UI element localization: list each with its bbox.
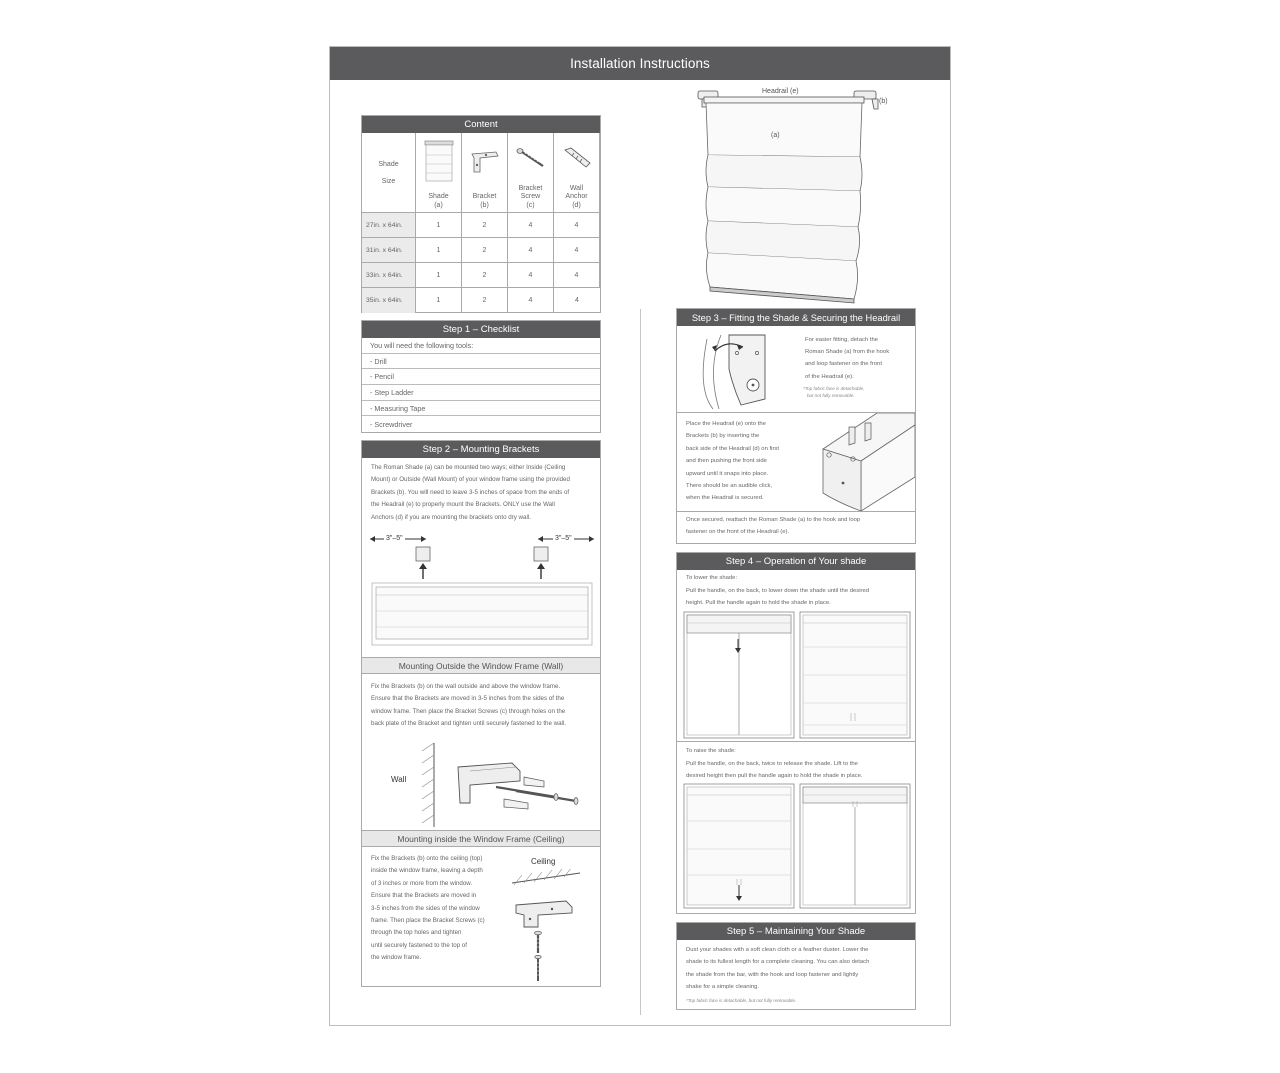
checklist-item: - Pencil <box>362 369 600 385</box>
step5-line: Dust your shades with a soft clean cloth or a feather duster. Lower the <box>686 947 869 953</box>
step2-line: Mount) or Outside (Wall Mount) of your window frame using the provided <box>371 476 570 484</box>
row-1-size: 27in. x 64in. <box>362 213 416 238</box>
step5-line: shade to its fullest length for a complete cleaning. You can also detach <box>686 959 870 966</box>
inside-line: frame. Then place the Bracket Screws (c) <box>371 917 485 925</box>
step5-line: shake for a simple cleaning. <box>686 984 760 991</box>
inside-line: through the top holes and tighten <box>371 929 462 937</box>
step3-p1-line: For easier fitting, detach the <box>805 337 879 343</box>
lower-shade-diagram <box>683 611 911 741</box>
size-header-cell <box>362 133 416 213</box>
lower-line: height. Pull the handle again to hold the shade in place. <box>686 600 831 607</box>
step2-line: the Headrail (e) to properly mount the Brackets. ONLY use the Wall <box>371 501 555 509</box>
col-shade-line-2: (a) <box>434 201 443 209</box>
inside-line: 3-5 inches from the sides of the window <box>371 904 480 912</box>
step4-header: Step 4 – Operation of Your shade <box>677 553 915 570</box>
hero-bracket-label: (b) <box>879 98 888 105</box>
step4-operation <box>676 552 916 914</box>
step5-line: the shade from the bar, with the hook and loop fastener and lightly <box>686 971 859 978</box>
row-4-screw: 4 <box>508 288 554 313</box>
step3-p2-line: Place the Headrail (e) onto the <box>686 421 766 427</box>
row-3-screw: 4 <box>508 263 554 288</box>
row-2-shade: 1 <box>416 238 462 263</box>
row-4-shade: 1 <box>416 288 462 313</box>
step3-p2-line: when the Headrail is secured. <box>686 495 764 502</box>
size-header-line-1: Shade <box>378 161 399 168</box>
outside-mount-text <box>371 681 597 731</box>
row-2-anchor: 4 <box>554 238 600 263</box>
step3-p2-line: and then pushing the front side <box>686 458 767 465</box>
row-4-bracket: 2 <box>462 288 508 313</box>
col-anchor-line-2: Anchor <box>565 193 588 201</box>
lower-text <box>686 572 912 610</box>
step3-p3-line: Once secured, reattach the Roman Shade (a) to the hook and loop <box>686 517 861 523</box>
raise-line: Pull the handle, on the back, twice to release the shade. Lift to the <box>686 760 858 767</box>
content-header: Content <box>362 116 600 133</box>
step5-note: *Top fabric face is detachable, but not fully removable. <box>686 998 797 1003</box>
raise-text <box>686 745 912 783</box>
content-table <box>361 115 601 313</box>
step4-separator <box>677 741 915 742</box>
inside-mount-header: Mounting inside the Window Frame (Ceiling) <box>362 830 600 847</box>
step5-maintaining <box>676 922 916 1010</box>
row-3-size: 33in. x 64in. <box>362 263 416 288</box>
raise-line: To raise the shade: <box>686 748 736 754</box>
col-bracket-line-1: Bracket <box>472 193 497 201</box>
col-anchor <box>554 133 600 213</box>
step3-p2-line: back side of the Headrail (d) on first <box>686 445 779 452</box>
step5-header: Step 5 – Maintaining Your Shade <box>677 923 915 940</box>
step2-line: Anchors (d) if you are mounting the brackets onto dry wall. <box>371 513 531 521</box>
row-2-bracket: 2 <box>462 238 508 263</box>
step3-p2-line: Brackets (b) by inserting the <box>686 433 760 440</box>
col-screw-line-1: Bracket <box>518 184 543 192</box>
lower-line: Pull the handle, on the back, to lower down the shade until the desired <box>686 587 870 594</box>
col-bracket <box>462 133 508 213</box>
col-screw-line-2: Screw <box>520 193 541 201</box>
inside-line: of 3 inches or more from the window. <box>371 879 473 887</box>
step1-header: Step 1 – Checklist <box>362 321 600 338</box>
step3-p1-line: Roman Shade (a) from the hook <box>805 349 890 356</box>
checklist-item: - Drill <box>362 354 600 370</box>
row-1-shade: 1 <box>416 213 462 238</box>
step5-text <box>686 944 912 994</box>
lower-line: To lower the shade: <box>686 575 738 581</box>
hero-shade-label: (a) <box>771 132 780 139</box>
wall-label: Wall <box>391 775 407 784</box>
row-1-screw: 4 <box>508 213 554 238</box>
step2-text <box>371 462 596 524</box>
instruction-sheet <box>329 46 951 1026</box>
row-4-anchor: 4 <box>575 297 579 304</box>
step1-checklist <box>361 320 601 433</box>
step2-line: Brackets (b). You will need to leave 3-5 inches of space from the ends of <box>371 488 570 496</box>
checklist-intro: You will need the following tools: <box>362 338 600 354</box>
checklist-item: - Screwdriver <box>370 419 413 429</box>
step3-p3 <box>686 514 912 539</box>
bracket-icon <box>470 150 500 174</box>
outside-line: back plate of the Bracket and tighten until securely fastened to the wall. <box>371 720 567 728</box>
step3-note-line: *Top fabric face is detachable, <box>803 386 865 391</box>
detach-shade-diagram <box>701 329 791 409</box>
dim-left-label: 3"–5" <box>386 535 403 542</box>
raise-shade-diagram <box>683 783 911 911</box>
screw-icon <box>516 147 546 169</box>
checklist-item: - Step Ladder <box>362 385 600 401</box>
step3-note <box>803 385 913 399</box>
step3-p1 <box>805 334 913 383</box>
col-anchor-line-1: Wall <box>569 184 584 192</box>
content-grid <box>362 133 600 313</box>
wall-mount-diagram <box>420 741 592 831</box>
checklist-item: - Measuring Tape <box>362 401 600 417</box>
outside-line: Fix the Brackets (b) on the wall outside and above the window frame. <box>371 683 561 690</box>
row-2-screw: 4 <box>508 238 554 263</box>
col-shade <box>416 133 462 213</box>
step3-p3-line: fastener on the front of the Headrail (e). <box>686 529 790 536</box>
col-screw-line-3: (c) <box>526 201 535 209</box>
roman-shade-illustration <box>692 87 902 305</box>
step3-separator-2 <box>677 511 915 512</box>
inside-mount-text <box>371 853 511 965</box>
row-4-size: 35in. x 64in. <box>362 288 416 313</box>
inside-line: until securely fastened to the top of <box>371 941 467 949</box>
inside-line: Ensure that the Brackets are moved in <box>371 892 477 900</box>
col-screw <box>508 133 554 213</box>
step3-p2-line: There should be an audible click, <box>686 483 773 490</box>
bracket-spacing-diagram <box>368 531 596 651</box>
outside-mount-header: Mounting Outside the Window Frame (Wall) <box>362 657 600 674</box>
row-3-shade: 1 <box>416 263 462 288</box>
step3-p1-line: of the Headrail (e). <box>805 373 854 380</box>
row-3-bracket: 2 <box>462 263 508 288</box>
step2-line: The Roman Shade (a) can be mounted two ways; either Inside (Ceiling <box>371 464 566 471</box>
inside-line: the window frame. <box>371 954 422 962</box>
headrail-label: Headrail (e) <box>762 88 799 95</box>
row-3-anchor: 4 <box>554 263 600 288</box>
step3-fitting <box>676 308 916 544</box>
inside-line: inside the window frame, leaving a depth <box>371 867 483 875</box>
col-anchor-line-3: (d) <box>572 201 581 209</box>
page-title: Installation Instructions <box>330 47 950 80</box>
row-1-anchor: 4 <box>554 213 600 238</box>
size-header-line-2: Size <box>381 178 396 185</box>
ceiling-mount-diagram <box>508 869 584 985</box>
step3-p2-line: upward until it snaps into place. <box>686 470 769 477</box>
row-2-size: 31in. x 64in. <box>362 238 416 263</box>
headrail-snap-diagram <box>819 413 915 511</box>
outside-line: window frame. Then place the Bracket Screws (c) through holes on the <box>371 707 566 715</box>
dim-right-label: 3"–5" <box>555 535 572 542</box>
shade-icon <box>424 140 454 184</box>
column-divider <box>640 309 641 1015</box>
ceiling-label: Ceiling <box>531 857 556 866</box>
outside-line: Ensure that the Brackets are moved in 3-5 inches from the sides of the <box>371 695 565 703</box>
step3-header: Step 3 – Fitting the Shade & Securing the Headrail <box>677 309 915 326</box>
raise-line: desired height then pull the handle again to hold the shade in place. <box>686 773 863 780</box>
col-shade-line-1: Shade <box>428 193 449 201</box>
step3-p2 <box>686 418 816 505</box>
col-bracket-line-2: (b) <box>480 201 489 209</box>
step2-mounting <box>361 440 601 987</box>
step3-p1-line: and loop fastener on the front <box>805 361 882 368</box>
inside-line: Fix the Brackets (b) onto the ceiling (top) <box>371 855 483 862</box>
step3-note-line: but not fully removable. <box>807 393 855 398</box>
wall-anchor-icon <box>562 147 592 169</box>
row-1-bracket: 2 <box>462 213 508 238</box>
step2-header: Step 2 – Mounting Brackets <box>362 441 600 458</box>
